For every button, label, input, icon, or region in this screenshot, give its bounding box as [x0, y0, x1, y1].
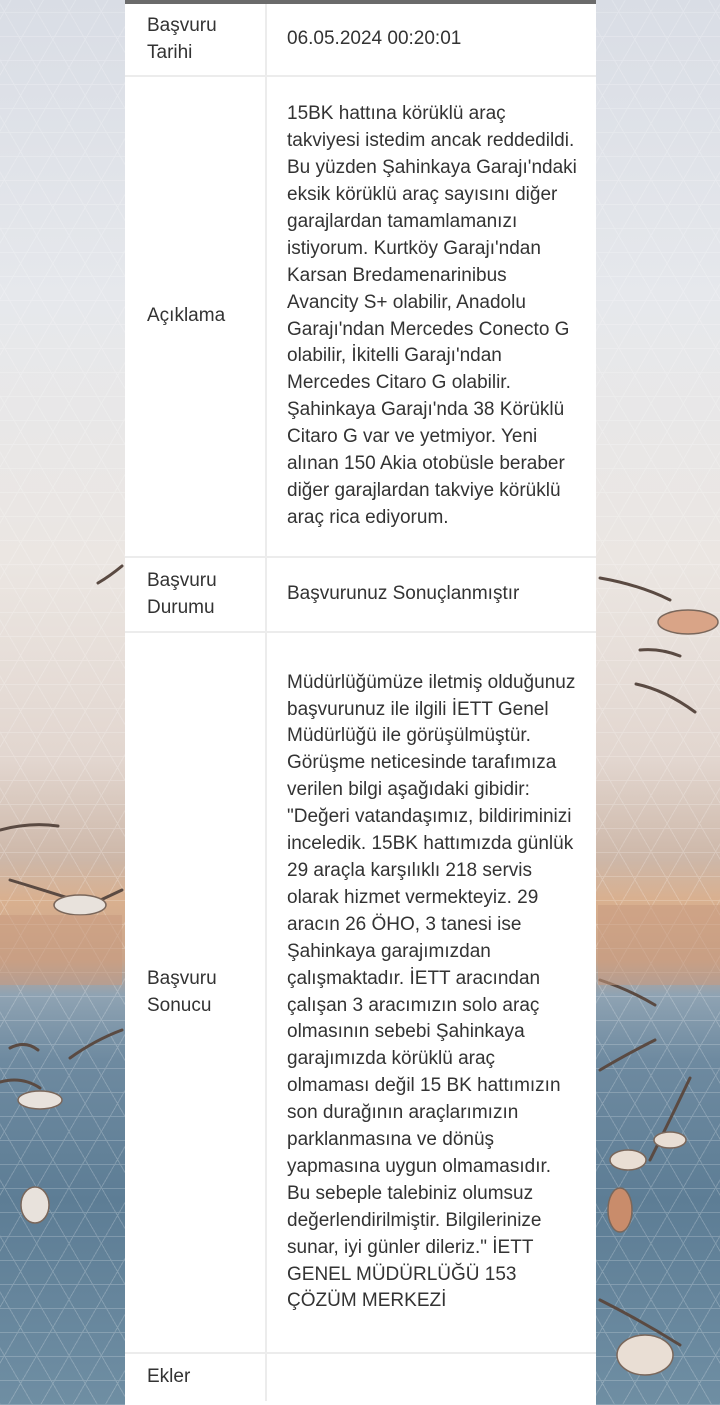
attachments-value: [266, 1353, 596, 1401]
application-detail-panel: [125, 0, 596, 1405]
application-date-value: 06.05.2024 00:20:01: [266, 4, 596, 76]
row-description: [125, 76, 596, 557]
application-date-label: Başvuru Tarihi: [125, 4, 266, 76]
application-status-label: Başvuru Durumu: [125, 557, 266, 632]
attachments-label: Ekler: [125, 1353, 266, 1401]
seagull-icon: [0, 566, 122, 1088]
row-attachments: [125, 1353, 596, 1401]
application-result-value: Müdürlüğümüze iletmiş olduğunuz başvurunuz ile ilgili İETT Genel Müdürlüğü ile görüşülmüştür. Görüşme neticesinde tarafımıza verilen bilgi aşağıdaki gibidir: "Değeri vatandaşımız, bildiriminizi inceledik. 15BK hattımızda günlük 29 araçla karşılıklı 218 servis olarak hizmet vermekteyiz. 29 aracın 26 ÖHO, 3 tanesi ise Şahinkaya garajımızdan çalışmaktadır. İETT aracından çalışan 3 aracımızın solo araç olmasının sebebi Şahinkaya garajımızda körüklü araç olmaması değil 15 BK hattımızın son durağının araçlarımızın parklanmasına ve dönüş yapmasına uygun olmamasıdır. Bu sebeple talebiniz olumsuz değerlendirilmiştir. Bilgilerinize sunar, iyi günler dileriz." İETT GENEL MÜDÜRLÜĞÜ 153 ÇÖZÜM MERKEZİ: [266, 632, 596, 1353]
row-application-status: [125, 557, 596, 632]
application-detail-table: [125, 4, 596, 1401]
description-label: Açıklama: [125, 76, 266, 557]
seagull-right-body-icon: [608, 610, 718, 1375]
description-value: 15BK hattına körüklü araç takviyesi istedim ancak reddedildi. Bu yüzden Şahinkaya Garajı'ndaki eksik körüklü araç sayısını diğer garajlardan tamamlamanızı istiyorum. Kurtköy Garajı'ndan Karsan Bredamenarinibus Avancity S+ olabilir, Anadolu Garajı'ndan Mercedes Conecto G olabilir, İkitelli Garajı'ndan Mercedes Citaro G olabilir. Şahinkaya Garajı'nda 38 Körüklü Citaro G var ve yetmiyor. Yeni alınan 150 Akia otobüsle beraber diğer garajlardan takviye körüklü araç rica ediyorum.: [266, 76, 596, 557]
row-application-result: [125, 632, 596, 1353]
row-application-date: [125, 4, 596, 76]
application-status-value: Başvurunuz Sonuçlanmıştır: [266, 557, 596, 632]
application-result-label: Başvuru Sonucu: [125, 632, 266, 1353]
